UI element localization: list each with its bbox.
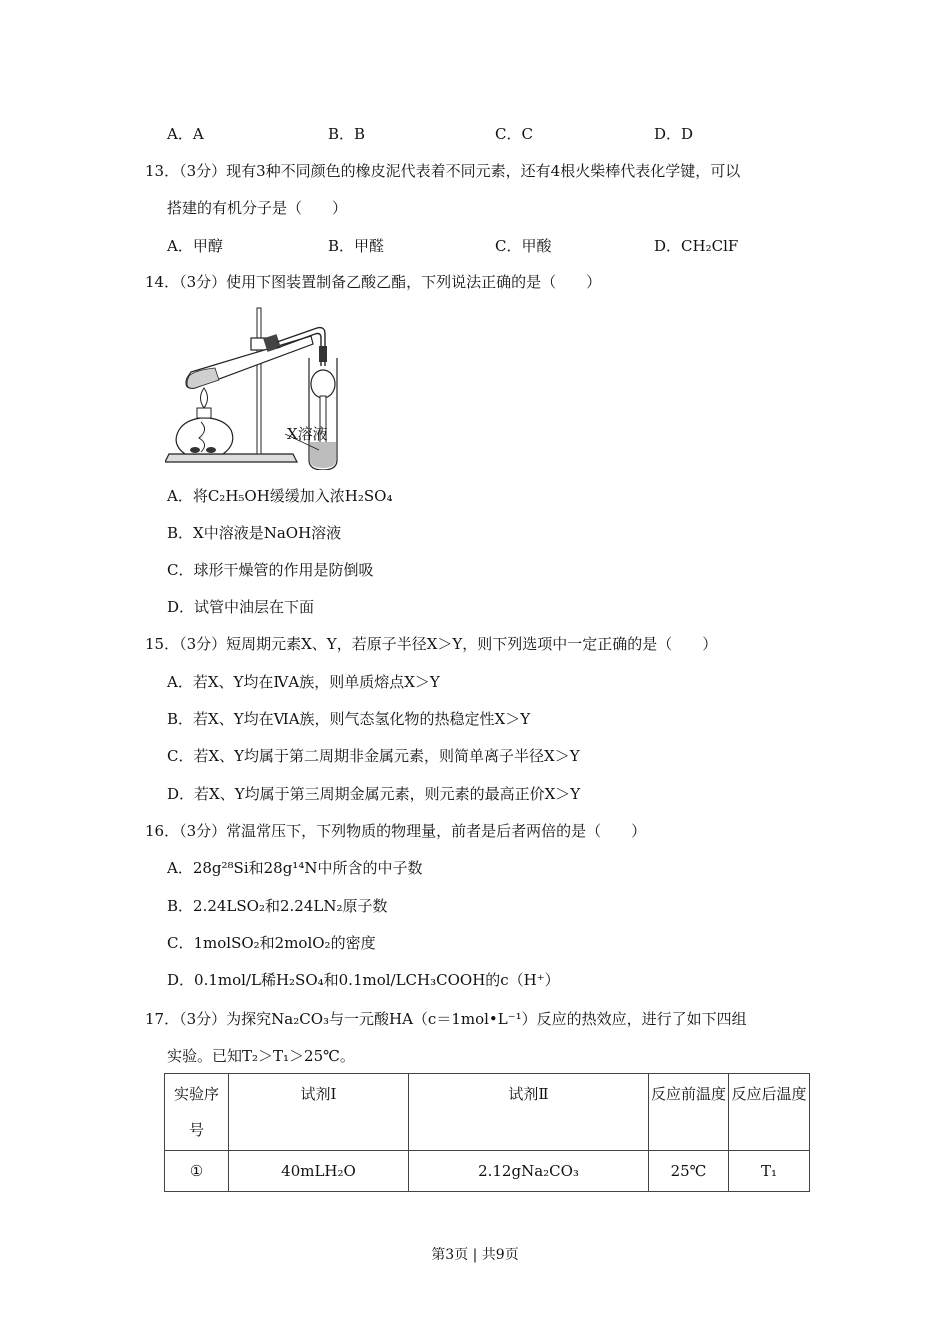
q12-option-c: C．C — [495, 125, 533, 143]
q13-option-b: B．甲醛 — [328, 237, 385, 255]
q15-stem: 15．（3分）短周期元素X、Y，若原子半径X＞Y，则下列选项中一定正确的是（ ） — [145, 635, 718, 653]
q16-stem: 16．（3分）常温常压下，下列物质的物理量，前者是后者两倍的是（ ） — [145, 822, 647, 840]
q15-option-b: B．若X、Y均在ⅥA族，则气态氢化物的热稳定性X＞Y — [167, 710, 531, 728]
q15-option-d: D．若X、Y均属于第三周期金属元素，则元素的最高正价X＞Y — [167, 785, 581, 803]
table-cell: 2.12gNa₂CO₃ — [409, 1151, 649, 1192]
apparatus-figure — [165, 302, 395, 470]
table-header-cell: 实验序号 — [165, 1074, 229, 1151]
table-row — [165, 1151, 810, 1192]
page-footer: 第3页 | 共9页 — [431, 1247, 519, 1263]
experiment-table — [164, 1073, 810, 1192]
table-header-cell: 反应前温度 — [649, 1074, 729, 1151]
table-cell: T₁ — [729, 1151, 810, 1192]
q16-option-b: B．2.24LSO₂和2.24LN₂原子数 — [167, 897, 388, 915]
q16-option-c: C．1molSO₂和2molO₂的密度 — [167, 934, 376, 952]
q14-stem: 14．（3分）使用下图装置制备乙酸乙酯，下列说法正确的是（ ） — [145, 273, 602, 291]
q16-option-a: A．28g²⁸Si和28g¹⁴N中所含的中子数 — [167, 859, 423, 877]
q14-option-b: B．X中溶液是NaOH溶液 — [167, 524, 342, 542]
q17-stem-line1: 17．（3分）为探究Na₂CO₃与一元酸HA（c＝1mol•L⁻¹）反应的热效应，进行了如下四组 — [145, 1010, 747, 1028]
q17-stem-line2: 实验。已知T₂＞T₁＞25℃。 — [167, 1047, 355, 1065]
figure-label-x-solution: X溶液 — [287, 425, 328, 443]
table-cell: 40mLH₂O — [229, 1151, 409, 1192]
q13-option-c: C．甲酸 — [495, 237, 552, 255]
table-header-cell: 试剂Ⅱ — [409, 1074, 649, 1151]
q12-option-b: B．B — [328, 125, 366, 143]
table-cell: ① — [165, 1151, 229, 1192]
q13-option-a: A．甲醇 — [167, 237, 223, 255]
q13-option-d: D．CH₂ClF — [654, 237, 739, 255]
q15-option-c: C．若X、Y均属于第二周期非金属元素，则简单离子半径X＞Y — [167, 747, 580, 765]
q12-option-d: D．D — [654, 125, 694, 143]
q14-option-c: C．球形干燥管的作用是防倒吸 — [167, 561, 374, 579]
q15-option-a: A．若X、Y均在ⅣA族，则单质熔点X＞Y — [167, 673, 440, 691]
table-header-cell: 反应后温度 — [729, 1074, 810, 1151]
q13-stem-line2: 搭建的有机分子是（ ） — [167, 199, 348, 217]
q13-stem-line1: 13．（3分）现有3种不同颜色的橡皮泥代表着不同元素，还有4根火柴棒代表化学键，可以 — [145, 162, 741, 180]
table-header-row — [165, 1074, 810, 1151]
table-cell: 25℃ — [649, 1151, 729, 1192]
q14-option-a: A．将C₂H₅OH缓缓加入浓H₂SO₄ — [167, 487, 393, 505]
table-header-cell: 试剂Ⅰ — [229, 1074, 409, 1151]
q12-option-a: A．A — [167, 125, 204, 143]
q16-option-d: D．0.1mol/L稀H₂SO₄和0.1mol/LCH₃COOH的c（H⁺） — [167, 971, 560, 989]
q14-option-d: D．试管中油层在下面 — [167, 598, 315, 616]
